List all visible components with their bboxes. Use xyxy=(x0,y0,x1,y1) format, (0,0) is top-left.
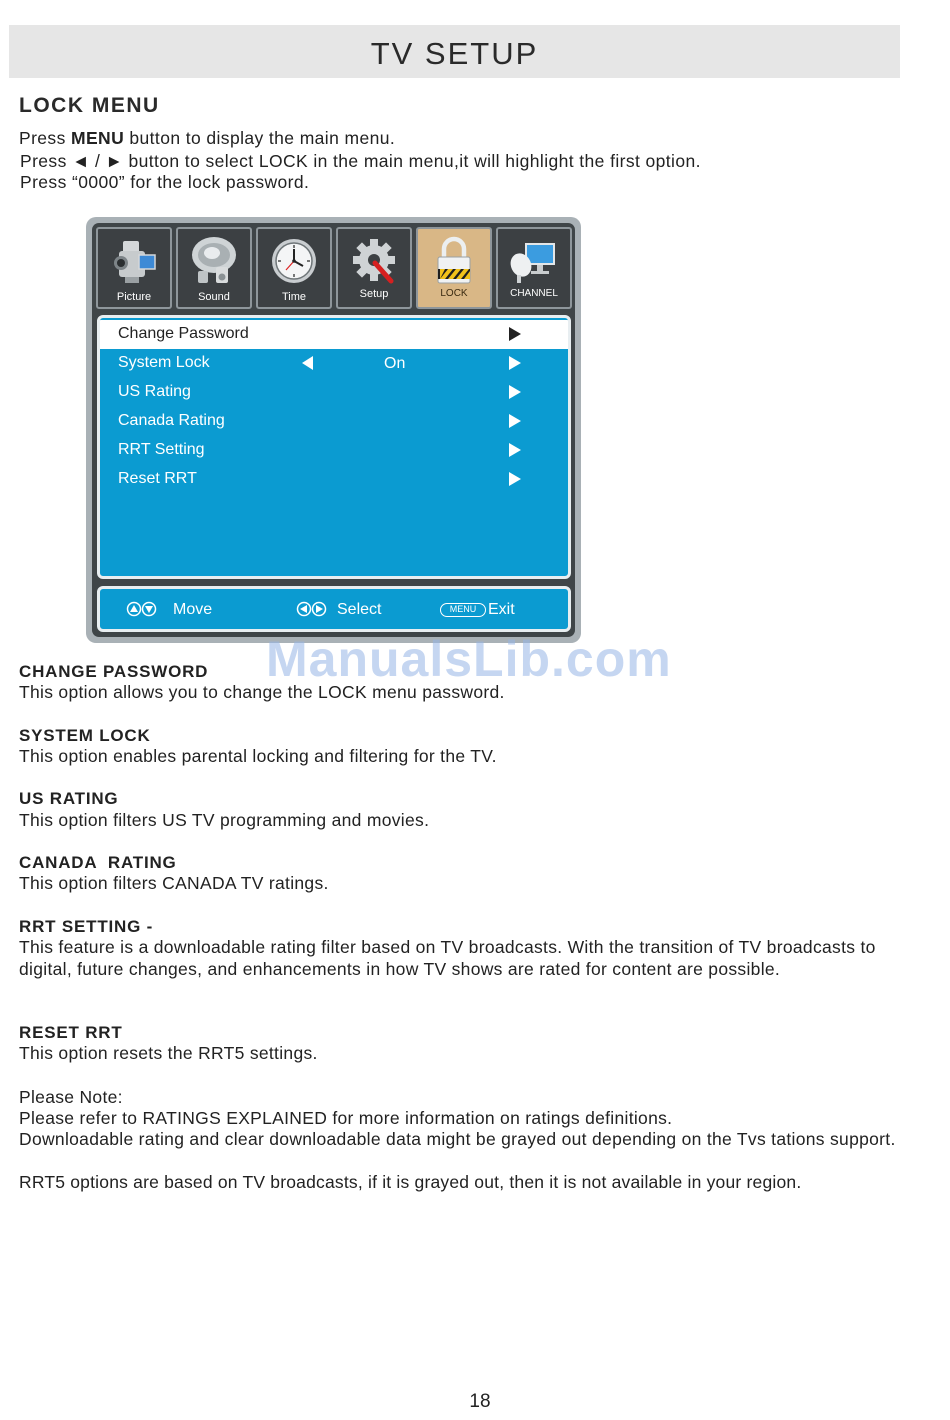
exit-hint-label: Exit xyxy=(488,601,515,618)
note-line-2: Downloadable rating and clear downloadable data might be grayed out depending on the Tvs tations support. xyxy=(19,1129,896,1149)
menu-item-us-rating[interactable] xyxy=(100,378,568,407)
heading-change-password: CHANGE PASSWORD xyxy=(19,662,209,681)
menu-footer-hints xyxy=(97,586,571,632)
select-hint-label: Select xyxy=(337,601,382,618)
tab-sound-label: Sound xyxy=(198,291,230,303)
lock-menu-panel xyxy=(97,315,571,579)
heading-us-rating: US RATING xyxy=(19,789,119,808)
tab-time-label: Time xyxy=(281,291,307,303)
tab-channel-label: CHANNEL xyxy=(510,288,558,299)
intro-line-1-pre: Press xyxy=(19,128,71,148)
header-band xyxy=(9,25,900,78)
intro-line-1-post: button to display the main menu. xyxy=(124,128,396,148)
text-change-password: This option allows you to change the LOCK menu password. xyxy=(19,682,505,702)
menu-item-rrt-setting[interactable] xyxy=(100,436,568,465)
watermark: ManualsLib.com xyxy=(266,631,672,687)
text-system-lock: This option enables parental locking and filtering for the TV. xyxy=(19,746,497,766)
note-line-3: RRT5 options are based on TV broadcasts, if it is grayed out, then it is not available in your region. xyxy=(19,1172,802,1192)
tab-picture-label: Picture xyxy=(116,291,152,303)
text-reset-rrt: This option resets the RRT5 settings. xyxy=(19,1043,318,1063)
menu-item-reset-rrt[interactable] xyxy=(100,465,568,494)
intro-line-1 xyxy=(19,128,395,149)
text-rrt-setting: This feature is a downloadable rating filter based on TV broadcasts. With the transition of TV broadcasts to digital, future changes, and enhancements in how TV shows are rated for content are possible. xyxy=(19,937,876,979)
menu-item-label: RRT Setting xyxy=(118,441,205,458)
note-line-1: Please refer to RATINGS EXPLAINED for more information on ratings definitions. xyxy=(19,1108,673,1128)
tab-setup-label: Setup xyxy=(359,288,389,300)
move-hint-label: Move xyxy=(173,601,213,618)
menu-item-label: Change Password xyxy=(118,325,249,342)
arrow-right-icon xyxy=(509,414,521,428)
clock-icon xyxy=(269,235,319,287)
tv-menu-bezel xyxy=(92,223,575,637)
intro-line-1-bold: MENU xyxy=(71,128,125,148)
tab-picture[interactable] xyxy=(96,227,172,309)
menu-item-change-password[interactable] xyxy=(100,320,568,349)
section-title: LOCK MENU xyxy=(19,94,160,117)
system-lock-value: On xyxy=(384,355,406,372)
heading-rrt-setting: RRT SETTING - xyxy=(19,917,154,936)
heading-system-lock: SYSTEM LOCK xyxy=(19,726,151,745)
tab-lock[interactable] xyxy=(416,227,492,309)
arrow-right-icon[interactable] xyxy=(509,356,521,370)
menu-item-canada-rating[interactable] xyxy=(100,407,568,436)
menu-item-label: Reset RRT xyxy=(118,470,197,487)
page-title: TV SETUP xyxy=(370,36,539,71)
arrow-right-icon xyxy=(509,327,521,341)
menu-item-system-lock[interactable] xyxy=(100,349,568,378)
satellite-monitor-icon xyxy=(509,235,559,287)
text-us-rating: This option filters US TV programming and movies. xyxy=(19,810,430,830)
tab-channel[interactable] xyxy=(496,227,572,309)
menu-item-label: US Rating xyxy=(118,383,191,400)
padlock-icon xyxy=(429,235,479,287)
up-down-keys-icon xyxy=(126,601,158,617)
tab-setup[interactable] xyxy=(336,227,412,309)
text-canada-rating: This option filters CANADA TV ratings. xyxy=(19,873,329,893)
tab-time[interactable] xyxy=(256,227,332,309)
intro-line-2: Press ◄ / ► button to select LOCK in the main menu,it will highlight the first option. xyxy=(20,151,701,171)
heading-reset-rrt: RESET RRT xyxy=(19,1023,123,1042)
tv-menu-screenshot xyxy=(86,217,581,643)
arrow-right-icon xyxy=(509,472,521,486)
arrow-left-icon[interactable] xyxy=(302,356,313,370)
intro-line-3: Press “0000” for the lock password. xyxy=(20,172,310,192)
tv-menu-tabs xyxy=(96,227,571,309)
heading-canada-rating: CANADA RATING xyxy=(19,853,177,872)
left-right-keys-icon xyxy=(296,601,328,617)
page-number: 18 xyxy=(469,1391,491,1412)
arrow-right-icon xyxy=(509,443,521,457)
gear-icon xyxy=(349,235,399,287)
note-title: Please Note: xyxy=(19,1087,123,1107)
arrow-right-icon xyxy=(509,385,521,399)
speaker-icon xyxy=(189,235,239,287)
menu-item-label: Canada Rating xyxy=(118,412,225,429)
menu-item-label: System Lock xyxy=(118,354,210,371)
tab-sound[interactable] xyxy=(176,227,252,309)
menu-key-icon: MENU xyxy=(440,603,486,617)
camcorder-icon xyxy=(109,235,159,287)
tab-lock-label: LOCK xyxy=(440,288,468,299)
